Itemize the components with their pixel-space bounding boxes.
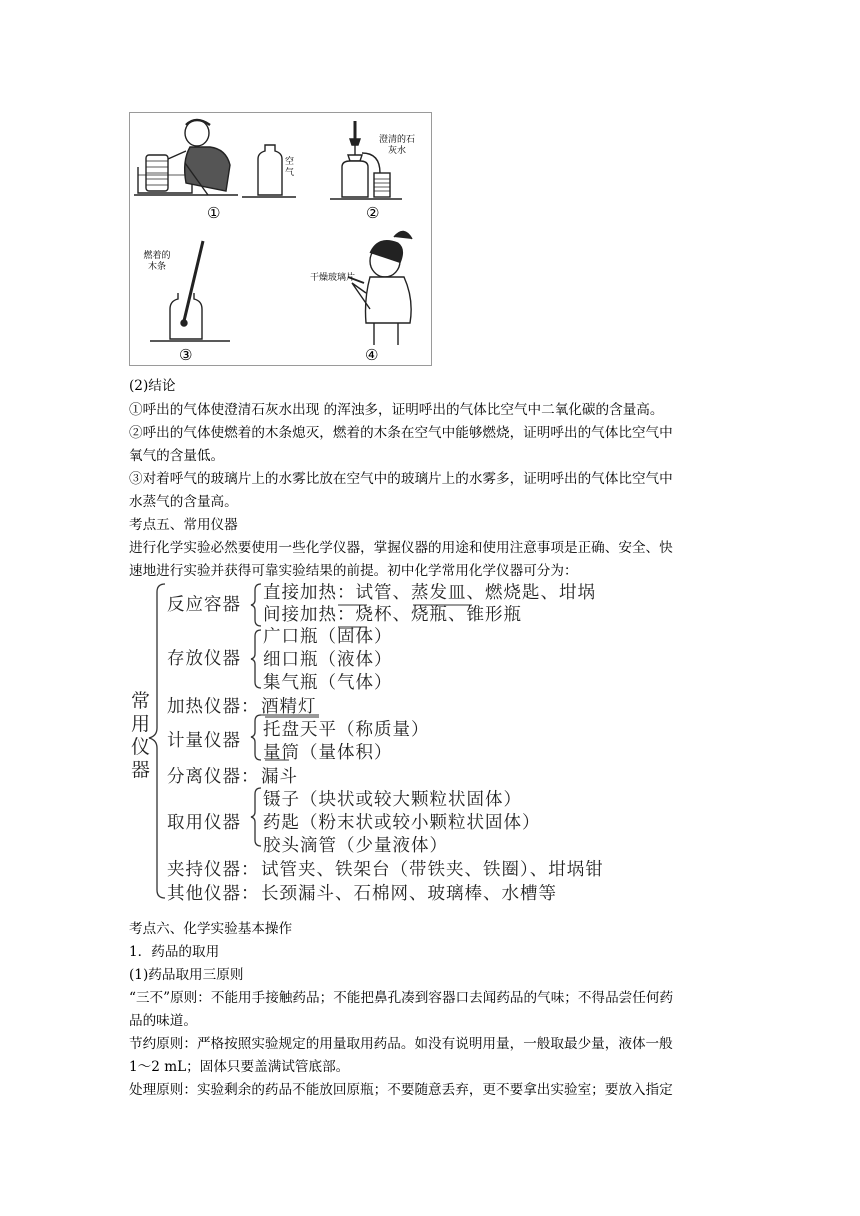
label-air: 空气 (283, 156, 293, 178)
conclusion-heading: (2)结论 (129, 378, 176, 394)
section-heading-5: 考点五、常用仪器 (129, 517, 238, 533)
tree-cat-separation: 分离仪器： (167, 767, 260, 787)
tree-item-spoon: 药匙（粉末状或较小颗粒状固体） (263, 813, 541, 833)
principle-1-line-1: “三不”原则：不能用手接触药品；不能把鼻孔凑到容器口去闻药品的气味；不得品尝任何药 (129, 990, 674, 1006)
brace-measure (251, 715, 261, 760)
tree-item-alcohol-lamp: 酒精灯 (261, 697, 317, 717)
subheading-1-1: (1)药品取用三原则 (129, 967, 244, 983)
intro-line-1: 进行化学实验必然要使用一些化学仪器，掌握仪器的用途和使用注意事项是正确、安全、快 (129, 540, 673, 556)
conclusion-2-line-1: ②呼出的气体使燃着的木条熄灭，燃着的木条在空气中能够燃烧，证明呼出的气体比空气中 (129, 425, 673, 441)
tree-item-gas-bottle: 集气瓶（气体） (263, 673, 393, 693)
tree-item-tweezers: 镊子（块状或较大颗粒状固体） (263, 790, 522, 810)
intro-line-2: 速地进行实验并获得可靠实验结果的前提。初中化学常用化学仪器可分为： (129, 563, 578, 579)
panel-2-drawing (330, 121, 402, 199)
principle-1-line-2: 品的味道。 (129, 1013, 197, 1029)
tree-item-other: 长颈漏斗、石棉网、玻璃棒、水槽等 (261, 884, 557, 904)
principle-3-line-1: 处理原则：实验剩余的药品不能放回原瓶；不要随意丢弃，更不要拿出实验室；要放入指定 (129, 1082, 673, 1098)
principle-2-line-1: 节约原则：严格按照实验规定的用量取用药品。如没有说明用量，一般取最少量，液体一般 (129, 1036, 673, 1052)
tree-cat-other: 其他仪器： (167, 884, 260, 904)
tree-item-cylinder: 量筒（量体积） (263, 743, 393, 763)
tree-item-funnel: 漏斗 (261, 767, 298, 787)
label-limewater: 澄清的石灰水 (378, 135, 415, 156)
section-heading-6: 考点六、化学实验基本操作 (129, 921, 293, 937)
figure-number-3: ③ (179, 346, 193, 364)
tree-root: 常用仪器 (131, 690, 151, 781)
tree-item-direct-heat: 直接加热：试管、蒸发皿、燃烧匙、坩埚 (263, 583, 596, 603)
panel-1-drawing (134, 120, 296, 197)
tree-cat-heating: 加热仪器： (167, 697, 260, 717)
conclusion-3-line-2: 水蒸气的含量高。 (129, 494, 238, 510)
tree-cat-taking: 取用仪器 (167, 813, 241, 833)
label-burning-stick: 燃着的木条 (143, 251, 171, 272)
label-dry-glass: 干燥玻璃片 (310, 273, 356, 283)
figure-number-2: ② (366, 204, 380, 222)
tree-item-balance: 托盘天平（称质量） (263, 720, 430, 740)
figure-number-1: ① (207, 204, 221, 222)
tree-cat-storage: 存放仪器 (167, 649, 241, 669)
tree-item-dropper: 胶头滴管（少量液体） (263, 836, 448, 856)
instrument-classification-diagram (129, 578, 609, 908)
tree-item-narrow-bottle: 细口瓶（液体） (263, 650, 393, 670)
brace-taking (251, 788, 261, 846)
tree-item-wide-bottle: 广口瓶（固体） (263, 627, 393, 647)
principle-2-line-2: 1～2 mL；固体只要盖满试管底部。 (129, 1059, 350, 1075)
conclusion-2-line-2: 氧气的含量低。 (129, 448, 225, 464)
brace-storage (251, 630, 261, 688)
tree-cat-reaction: 反应容器 (167, 595, 241, 615)
experiment-figure (129, 112, 432, 366)
tree-item-holders: 试管夹、铁架台（带铁夹、铁圈）、坩埚钳 (261, 860, 604, 880)
subheading-1: 1．药品的取用 (129, 944, 220, 960)
tree-item-indirect-heat: 间接加热：烧杯、烧瓶、锥形瓶 (263, 605, 522, 625)
brace-reaction (251, 584, 261, 626)
tree-cat-measure: 计量仪器 (167, 731, 241, 751)
conclusion-3-line-1: ③对着呼气的玻璃片上的水雾比放在空气中的玻璃片上的水雾多，证明呼出的气体比空气中 (129, 471, 673, 487)
conclusion-1: ①呼出的气体使澄清石灰水出现 的浑浊多，证明呼出的气体比空气中二氧化碳的含量高。 (129, 402, 664, 418)
figure-number-4: ④ (365, 346, 379, 364)
panel-4-drawing (348, 231, 412, 345)
tree-cat-holding: 夹持仪器： (167, 860, 260, 880)
